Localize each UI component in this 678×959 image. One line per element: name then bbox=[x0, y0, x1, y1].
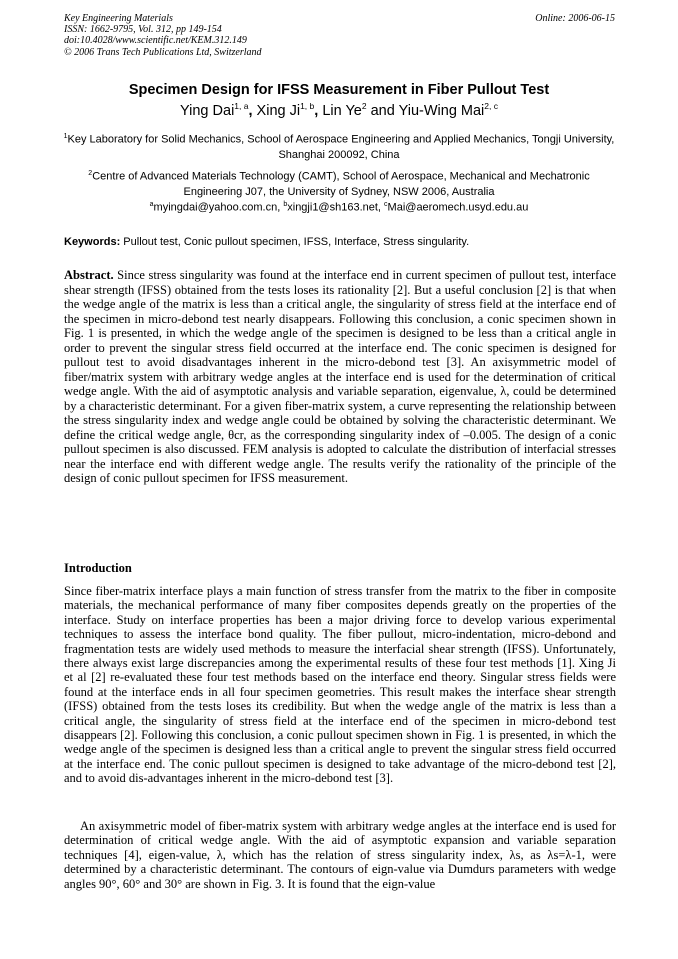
affiliation-2 bbox=[60, 166, 618, 200]
introduction-heading: Introduction bbox=[64, 561, 132, 575]
author-name: Yiu-Wing Mai bbox=[398, 102, 485, 119]
abstract-text: Since stress singularity was found at the interface end in current specimen of pullout test, interface shear strength (IFSS) obtained from the tests loses its rationality [2]. But a useful conclusion [2] is that when the wedge angle of the matrix is less than a critical angle, the singularity of stress field at the interface end of the specimen in micro-debond test nearly disappears. Following this conclusion, a conic specimen shown in Fig. 1 is presented, in which the wedge angle of the specimen is designed to be less than a critical angle in order to prevent the singular stress field occurred at the interface end. The conic specimen is designed for pullout test to avoid disadvantages inherent in the micro-debond test [3]. An axisymmetric model of fiber/matrix system with arbitrary wedge angles at the interface end is used for the determination of critical wedge angle. With the aid of asymptotic analysis and variable separation, eigenvalue, λ, could be determined by a characteristic determinant. For a given fiber-matrix system, a curve representing the relationship between the stress singularity index and wedge angle could be obtained by solving the characteristic determinant. We define the critical wedge angle, θcr, as the corresponding singularity index of –0.005. The design of a conic pullout specimen is also discussed. FEM analysis is adopted to calculate the distribution of interfacial stresses near the interface end with different wedge angle. The results verify the rationality of the principle of the design of conic pullout specimen for IFSS measurement. bbox=[64, 268, 616, 485]
author-emails: $^a$myingdai@yahoo.com.cn, $^b$xingji1@sh163.net, $^c$Mai@aeromech.usyd.edu.au bbox=[149, 201, 529, 214]
author-sup: 1, b bbox=[300, 101, 315, 111]
introduction-paragraph-1: Since fiber-matrix interface plays a main function of stress transfer from the matrix to the fiber in composite materials, the mechanical performance of many fiber composites depends greatly on the properties of the interface. Study on interface properties has been a major driving force to develop various experimental techniques to assess the interface bond quality. The fiber pullout, micro-indentation, micro-debond and fragmentation tests are widely used methods to measure the interfacial shear strength (IFSS). Unfortunately, there always exist large discrepancies among the experimental results of these four test methods [1]. Xing Ji et al [2] re-evaluated these four test methods based on the interface end theory. Singular stress fields were found at the interface ends in all four specimen geometries. This result makes the interface shear strength (IFSS) obtained from the tests loses its credibility. But when the wedge angle of the matrix is less than a critical angle, the singularity of stress field at the interface end of the specimen in micro-debond test disappears [2]. Following this conclusion, a conic pullout specimen shown in Fig. 1 is presented, in which the wedge angle of the specimen is designed less than a critical angle to prevent the singular stress field occurred at the interface end. The conic pullout specimen is designed to take advantage of the micro-debond test [2], and to avoid dis-advantages inherent in the micro-debond test [3]. bbox=[64, 584, 616, 786]
affiliation-sup: 1 bbox=[63, 133, 68, 140]
journal-header bbox=[64, 13, 262, 58]
author-sup: 1, a bbox=[234, 101, 249, 111]
email-sup: c bbox=[384, 201, 388, 208]
author-list: Ying Dai$^{1, a}$, Xing Ji$^{1, b}$, Lin Ye$^2$ and Yiu-Wing Mai$^{2, c}$ bbox=[180, 101, 498, 119]
affiliation-1 bbox=[60, 129, 618, 163]
keywords-label: Keywords: bbox=[64, 236, 121, 248]
email-sup: a bbox=[149, 201, 154, 208]
affiliation-text: Key Laboratory for Solid Mechanics, School of Aerospace Engineering and Applied Mechanics, Tongji University, Shanghai 200092, China bbox=[67, 133, 615, 161]
doi-line: doi:10.4028/www.scientific.net/KEM.312.149 bbox=[64, 35, 247, 47]
author-name: Ying Dai bbox=[180, 102, 235, 119]
journal-name: Key Engineering Materials bbox=[64, 13, 173, 24]
affiliation-sup: 2 bbox=[88, 170, 93, 177]
copyright-line: © 2006 Trans Tech Publications Ltd, Switzerland bbox=[64, 46, 262, 58]
author-sup: 2, c bbox=[484, 101, 498, 111]
email-text[interactable]: Mai@aeromech.usyd.edu.au bbox=[387, 201, 529, 214]
email-text[interactable]: xingji1@sh163.net bbox=[287, 201, 378, 214]
keywords-line bbox=[64, 236, 624, 248]
introduction-paragraph-2: An axisymmetric model of fiber-matrix system with arbitrary wedge angles at the interface end is used for determination of critical wedge angle. With the aid of asymptotic expansion and variable separation techniques [4], eigen-value, λ, which has the relation of stress singularity index, λs, as λs=λ-1, were determined by a characteristic determinant. The contours of eign-value via Dumdurs parameters with wedge angles 90°, 60° and 30° are shown in Fig. 3. It is found that the eign-value bbox=[64, 819, 616, 891]
author-name: Xing Ji bbox=[256, 102, 301, 119]
author-sup: 2 bbox=[361, 101, 367, 111]
paper-title: Specimen Design for IFSS Measurement in Fiber Pullout Test bbox=[128, 82, 550, 98]
abstract-paragraph bbox=[64, 268, 616, 486]
email-sup: b bbox=[283, 201, 288, 208]
author-name: Lin Ye bbox=[322, 102, 362, 119]
keywords-text: Pullout test, Conic pullout specimen, IFSS, Interface, Stress singularity. bbox=[120, 236, 470, 248]
abstract-label: Abstract. bbox=[64, 268, 114, 282]
affiliation-text: Centre of Advanced Materials Technology (CAMT), School of Aerospace, Mechanical and Mechatronic Engineering J07, the University of Sydney, NSW 2006, Australia bbox=[92, 170, 590, 198]
issn-line: ISSN: 1662-9795, Vol. 312, pp 149-154 bbox=[64, 24, 222, 36]
email-text[interactable]: myingdai@yahoo.com.cn bbox=[153, 201, 278, 214]
online-date: Online: 2006-06-15 bbox=[535, 13, 615, 24]
